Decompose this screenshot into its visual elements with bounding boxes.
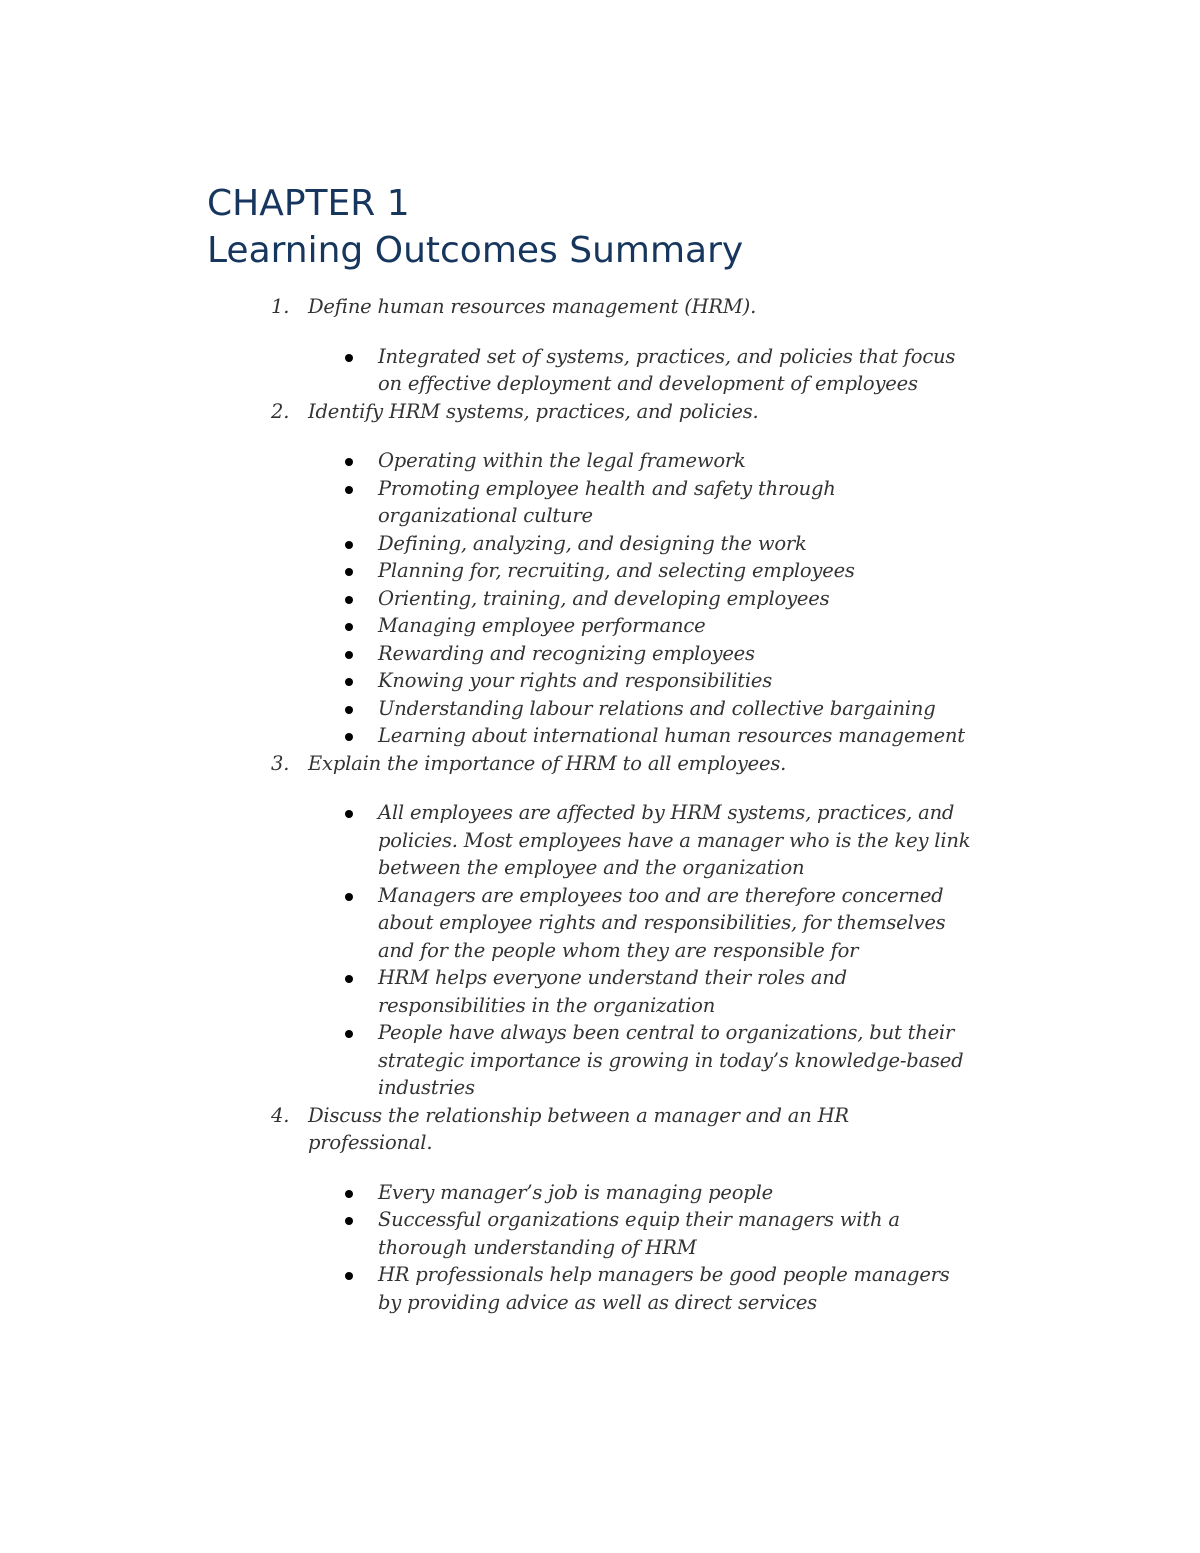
chapter-title: CHAPTER 1 xyxy=(207,183,410,224)
bullet-icon xyxy=(345,1030,353,1038)
bullet-item xyxy=(378,667,978,695)
outcome-heading xyxy=(271,398,868,426)
bullet-text: Rewarding and recognizing employees xyxy=(378,641,755,665)
bullet-icon xyxy=(345,623,353,631)
bullet-text: Integrated set of systems, practices, and policies that focus on effective deployment and development of employees xyxy=(378,344,956,395)
bullet-item xyxy=(378,1261,978,1316)
bullet-text: Planning for, recruiting, and selecting employees xyxy=(378,559,855,582)
outcome-heading xyxy=(271,293,868,321)
bullet-text: Managing employee performance xyxy=(378,614,706,637)
outcome-bullet-list xyxy=(0,447,1200,750)
learning-outcome xyxy=(0,1102,1200,1317)
bullet-icon xyxy=(345,651,353,659)
outcome-heading xyxy=(271,750,868,778)
bullet-item xyxy=(378,882,978,965)
bullet-text: People have always been central to organizations, but their strategic importance is growing in today’s knowledge-based industries xyxy=(378,1021,964,1099)
bullet-item xyxy=(378,1019,978,1102)
bullet-icon xyxy=(345,458,353,466)
outcome-bullet-list xyxy=(0,343,1200,398)
bullet-icon xyxy=(345,486,353,494)
outcome-bullet-list xyxy=(0,799,1200,1102)
bullet-icon xyxy=(345,706,353,714)
learning-outcome xyxy=(0,398,1200,750)
bullet-icon xyxy=(345,1217,353,1225)
outcome-text: Explain the importance of HRM to all employees. xyxy=(308,751,787,775)
bullet-text: Successful organizations equip their managers with a thorough understanding of HRM xyxy=(378,1208,900,1259)
bullet-icon xyxy=(345,678,353,686)
bullet-item xyxy=(378,1206,978,1261)
outcome-number: 2. xyxy=(271,399,290,423)
bullet-item xyxy=(378,695,978,723)
bullet-text: Managers are employees too and are therefore concerned about employee rights and responsibilities, for themselves and for the people whom they are responsible for xyxy=(378,883,946,962)
outcome-number: 4. xyxy=(271,1103,290,1127)
outcome-text: Define human resources management (HRM). xyxy=(308,295,757,318)
bullet-item xyxy=(378,557,978,585)
outcome-number: 3. xyxy=(271,751,290,775)
bullet-text: HRM helps everyone understand their roles and responsibilities in the organization xyxy=(378,966,847,1017)
bullet-text: Every manager’s job is managing people xyxy=(378,1180,773,1204)
bullet-icon xyxy=(345,354,353,362)
bullet-text: HR professionals help managers be good people managers by providing advice as well as direct services xyxy=(378,1263,950,1314)
learning-outcomes-list xyxy=(0,293,1200,1316)
bullet-text: Orienting, training, and developing employees xyxy=(378,586,830,610)
bullet-icon xyxy=(345,568,353,576)
bullet-text: Knowing your rights and responsibilities xyxy=(378,669,773,692)
chapter-heading xyxy=(207,180,743,274)
outcome-text: Discuss the relationship between a manager and an HR professional. xyxy=(308,1103,849,1154)
bullet-text: Understanding labour relations and collective bargaining xyxy=(378,696,936,720)
outcome-bullet-list xyxy=(0,1179,1200,1317)
bullet-item xyxy=(378,447,978,475)
bullet-icon xyxy=(345,541,353,549)
bullet-item xyxy=(378,640,978,668)
bullet-text: Learning about international human resources management xyxy=(378,724,965,747)
bullet-item xyxy=(378,799,978,882)
bullet-text: Operating within the legal framework xyxy=(378,449,746,472)
bullet-item xyxy=(378,530,978,558)
bullet-icon xyxy=(345,893,353,901)
bullet-icon xyxy=(345,975,353,983)
bullet-item xyxy=(378,585,978,613)
bullet-item xyxy=(378,722,978,750)
outcome-heading xyxy=(271,1102,868,1157)
bullet-item xyxy=(378,475,978,530)
bullet-text: Promoting employee health and safety through organizational culture xyxy=(378,476,836,527)
learning-outcome xyxy=(0,750,1200,1102)
bullet-icon xyxy=(345,810,353,818)
bullet-item xyxy=(378,964,978,1019)
bullet-icon xyxy=(345,733,353,741)
bullet-item xyxy=(378,1179,978,1207)
outcome-number: 1. xyxy=(271,295,290,318)
bullet-item xyxy=(378,343,978,398)
outcome-text: Identify HRM systems, practices, and policies. xyxy=(308,399,759,423)
bullet-icon xyxy=(345,1272,353,1280)
bullet-icon xyxy=(345,596,353,604)
bullet-text: Defining, analyzing, and designing the work xyxy=(378,531,807,555)
bullet-item xyxy=(378,612,978,640)
bullet-icon xyxy=(345,1190,353,1198)
chapter-subtitle: Learning Outcomes Summary xyxy=(207,230,744,271)
learning-outcome xyxy=(0,293,1200,398)
bullet-text: All employees are affected by HRM systems, practices, and policies. Most employees have a manager who is the key link between the employee and the organization xyxy=(378,801,971,879)
